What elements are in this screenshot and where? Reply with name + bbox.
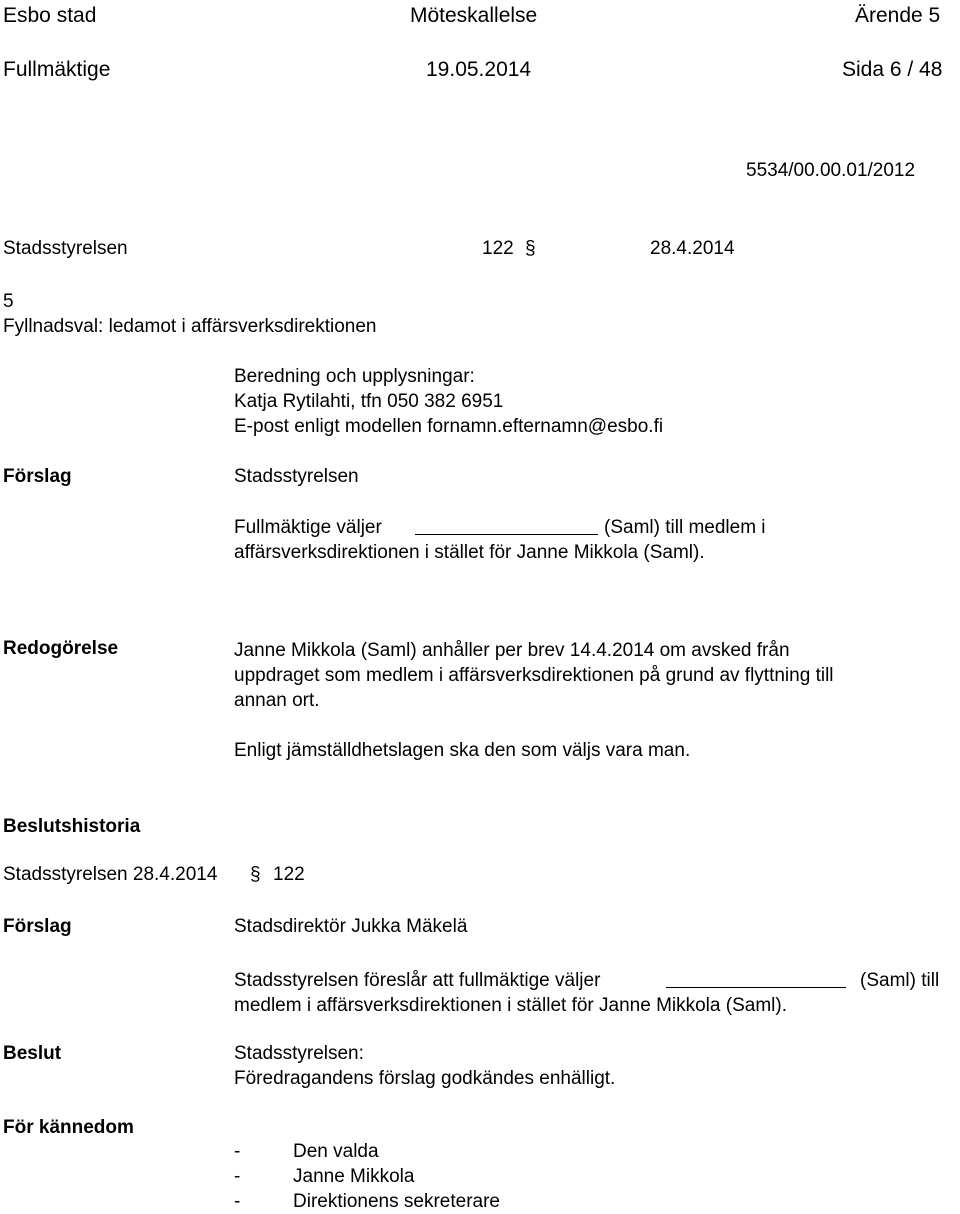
history-text-end: (Saml) till (860, 970, 940, 991)
proposal-text-end: (Saml) till medlem i (604, 517, 766, 538)
preparation-heading: Beredning och upplysningar: (234, 366, 475, 387)
reference-number: 5534/00.00.01/2012 (746, 160, 916, 181)
header-body: Fullmäktige (3, 58, 111, 81)
recipient-dash: - (234, 1166, 241, 1187)
decision-text: Föredragandens förslag godkändes enhälligt. (234, 1068, 616, 1089)
history-proposer: Stadsdirektör Jukka Mäkelä (234, 916, 468, 937)
proposal-blank-line (415, 516, 598, 542)
info-label: För kännedom (3, 1117, 134, 1138)
account-label: Redogörelse (3, 638, 119, 659)
proposal-text-line2: affärsverksdirektionen i stället för Janne Mikkola (Saml). (234, 542, 705, 563)
header-date: 19.05.2014 (426, 58, 532, 81)
proposal-text-start: Fullmäktige väljer (234, 517, 382, 538)
history-text-line2: medlem i affärsverksdirektionen i stället för Janne Mikkola (Saml). (234, 995, 787, 1016)
recipient-name: Den valda (293, 1141, 379, 1162)
decision-by: Stadsstyrelsen: (234, 1043, 364, 1064)
item-title: Fyllnadsval: ledamot i affärsverksdirektionen (3, 316, 377, 337)
header-item: Ärende 5 (855, 4, 941, 27)
header-doc-type: Möteskallelse (410, 4, 538, 27)
account-line4: Enligt jämställdhetslagen ska den som väljs vara man. (234, 740, 691, 761)
history-blank-line (666, 969, 846, 995)
history-heading: Beslutshistoria (3, 816, 141, 837)
account-line2: uppdraget som medlem i affärsverksdirektionen på grund av flyttning till (234, 665, 834, 686)
history-meeting-body: Stadsstyrelsen 28.4.2014 (3, 864, 218, 885)
prior-decision-section: 122 (482, 238, 514, 259)
recipient-name: Direktionens sekreterare (293, 1191, 500, 1212)
recipient-dash: - (234, 1191, 241, 1212)
history-proposal-label: Förslag (3, 916, 72, 937)
account-line1: Janne Mikkola (Saml) anhåller per brev 14.4.2014 om avsked från (234, 640, 790, 661)
prior-decision-date: 28.4.2014 (650, 238, 735, 259)
recipient-dash: - (234, 1141, 241, 1162)
preparation-contact: Katja Rytilahti, tfn 050 382 6951 (234, 391, 504, 412)
history-section-sign: § (250, 864, 261, 885)
account-line3: annan ort. (234, 690, 320, 711)
section-sign: § (525, 238, 536, 259)
decision-label: Beslut (3, 1043, 62, 1064)
header-org: Esbo stad (3, 4, 97, 27)
recipient-name: Janne Mikkola (293, 1166, 415, 1187)
proposal-by: Stadsstyrelsen (234, 466, 359, 487)
history-text-start: Stadsstyrelsen föreslår att fullmäktige väljer (234, 970, 601, 991)
preparation-email: E-post enligt modellen fornamn.efternamn@esbo.fi (234, 416, 664, 437)
header-page: Sida 6 / 48 (842, 58, 943, 81)
history-section: 122 (273, 864, 305, 885)
prior-decision-body: Stadsstyrelsen (3, 238, 128, 259)
proposal-label: Förslag (3, 466, 72, 487)
item-number: 5 (3, 291, 14, 312)
